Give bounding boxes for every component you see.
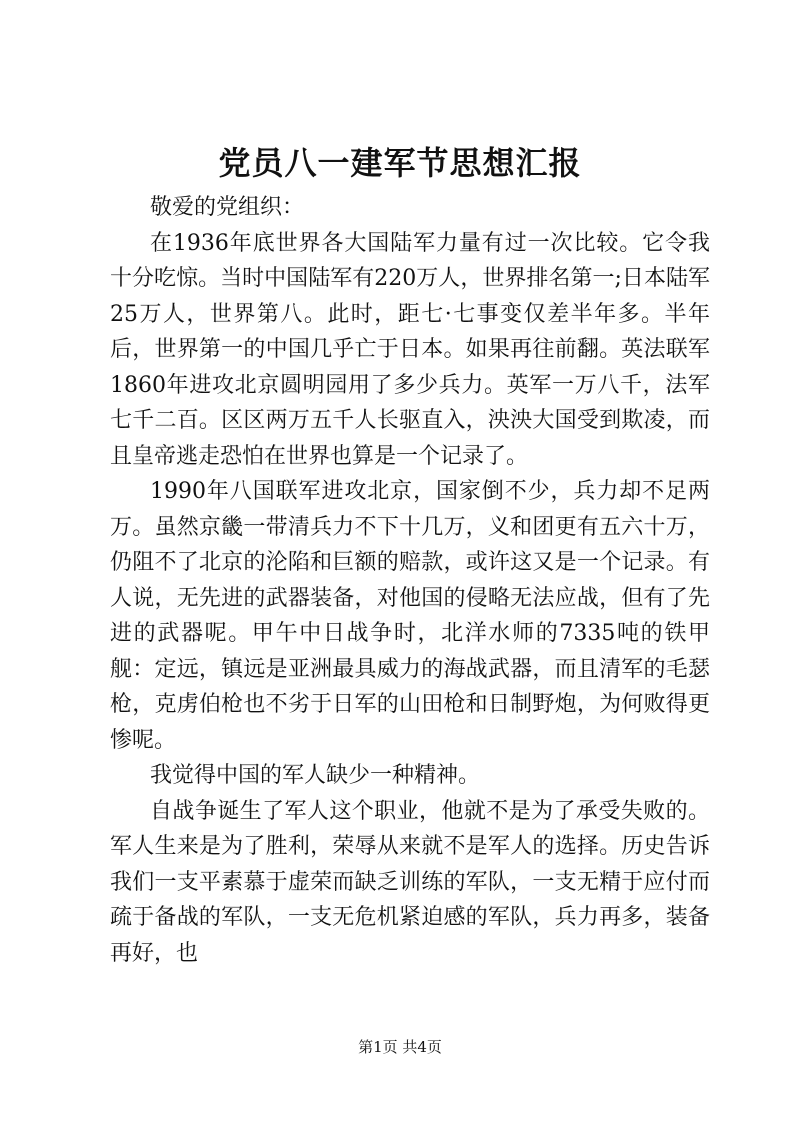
body-paragraph: 在1936年底世界各大国陆军力量有过一次比较。它令我十分吃惊。当时中国陆军有220万人，世界排名第一;日本陆军25万人，世界第八。此时，距七·七事变仅差半年多。半年后，世界第一的中国几乎亡于日本。如果再往前翻。英法联军1860年进攻北京圆明园用了多少兵力。英军一万八千，法军七千二百。区区两万五千人长驱直入，泱泱大国受到欺凌，而且皇帝逃走恐怕在世界也算是一个记录了。 — [110, 230, 710, 469]
page-number-footer: 第1页 共4页 — [358, 1038, 442, 1056]
salutation-paragraph: 敬爱的党组织： — [150, 195, 305, 220]
body-paragraph: 自战争诞生了军人这个职业，他就不是为了承受失败的。军人生来是为了胜利，荣辱从来就不是军人的选择。历史告诉我们一支平素慕于虚荣而缺乏训练的军队，一支无精于应付而疏于备战的军队，一支无危机紧迫感的军队，兵力再多，装备再好，也 — [110, 798, 710, 966]
document-title: 党员八一建军节思想汇报 — [218, 144, 582, 182]
body-paragraph: 1990年八国联军进攻北京，国家倒不少，兵力却不足两万。虽然京畿一带清兵力不下十几万，义和团更有五六十万，仍阻不了北京的沦陷和巨额的赔款，或许这又是一个记录。有人说，无先进的武器装备，对他国的侵略无法应战，但有了先进的武器呢。甲午中日战争时，北洋水师的7335吨的铁甲舰：定远，镇远是亚洲最具威力的海战武器，而且清军的毛瑟枪，克虏伯枪也不劣于日军的山田枪和日制野炮，为何败得更惨呢。 — [110, 479, 710, 753]
body-paragraph: 我觉得中国的军人缺少一种精神。 — [150, 763, 481, 788]
document-body — [110, 190, 710, 971]
